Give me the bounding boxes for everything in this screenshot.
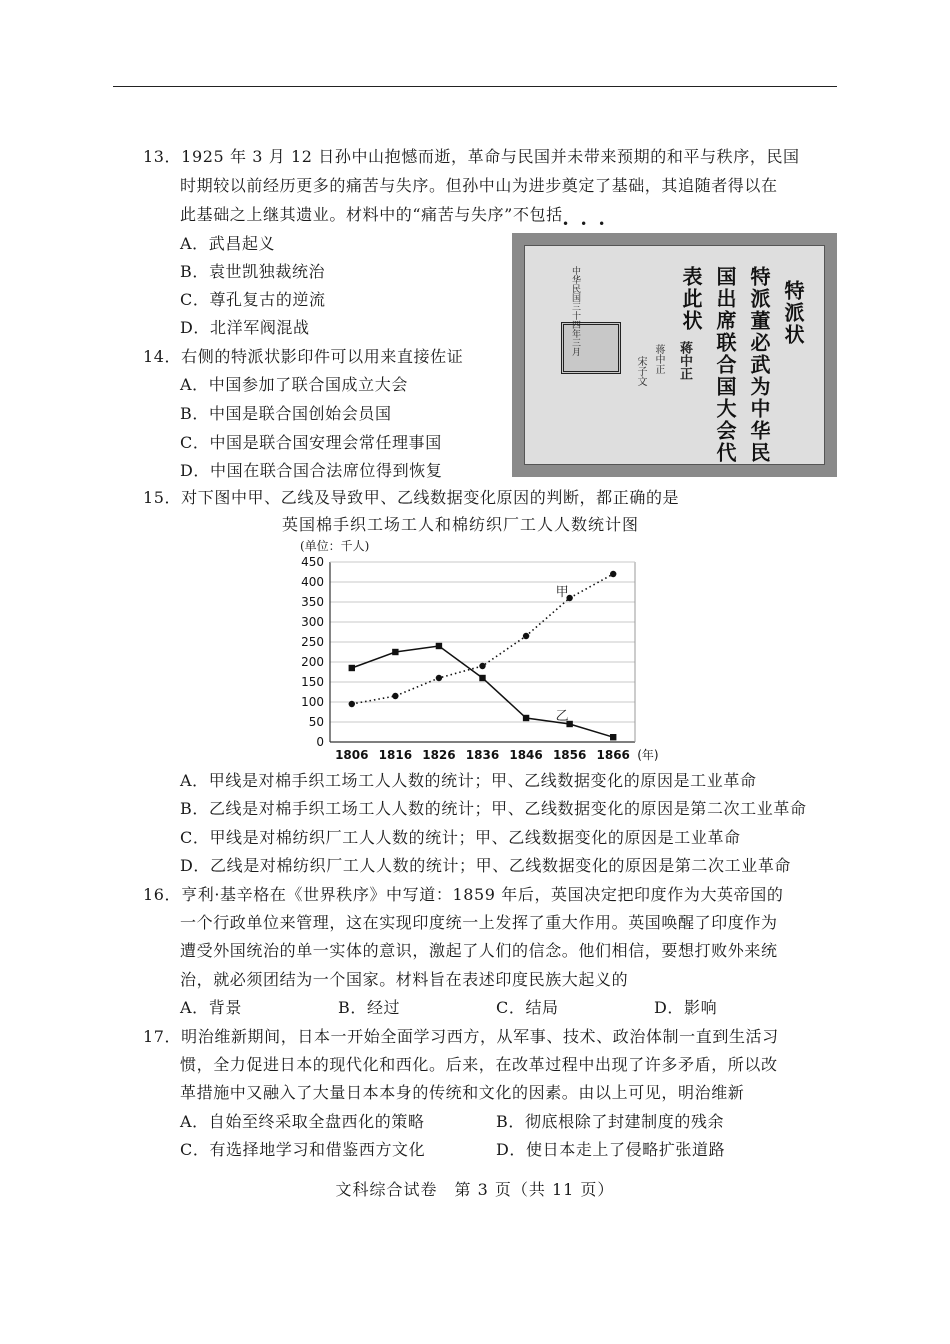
q17-stem-line-3: 革措施中又融入了大量日本本身的传统和文化的因素。由以上可见，明治维新 bbox=[180, 1083, 745, 1102]
y-tick-label: 450 bbox=[301, 555, 324, 569]
point-marker bbox=[392, 693, 398, 699]
series-line-2 bbox=[352, 646, 613, 737]
x-tick-label: 1836 bbox=[465, 748, 500, 762]
q17-stem-line-1: 17．明治维新期间，日本一开始全面学习西方，从军事、技术、政治体制一直到生活习 bbox=[143, 1027, 779, 1046]
series-label-1: 甲 bbox=[555, 585, 569, 600]
certificate-date: 中华民国三十四年三月 bbox=[570, 266, 580, 356]
y-tick-label: 250 bbox=[301, 635, 324, 649]
q17-option-c: C．有选择地学习和借鉴西方文化 bbox=[180, 1140, 426, 1159]
point-marker bbox=[479, 663, 485, 669]
square-marker bbox=[479, 675, 485, 681]
q17-option-d: D．使日本走上了侵略扩张道路 bbox=[496, 1140, 726, 1159]
q15-option-b: B．乙线是对棉手织工场工人人数的统计；甲、乙线数据变化的原因是第二次工业革命 bbox=[180, 799, 807, 818]
q15-option-d: D．乙线是对棉纺织厂工人人数的统计；甲、乙线数据变化的原因是第二次工业革命 bbox=[180, 856, 792, 875]
line-chart bbox=[290, 552, 680, 767]
y-tick-label: 300 bbox=[301, 615, 324, 629]
chart-series bbox=[352, 574, 613, 737]
q16-stem-line-4: 治，就必须团结为一个国家。材料旨在表述印度民族大起义的 bbox=[180, 970, 629, 989]
q13-option-b: B．袁世凯独裁统治 bbox=[180, 262, 326, 281]
y-tick-label: 350 bbox=[301, 595, 324, 609]
q13-option-d: D．北洋军阀混战 bbox=[180, 318, 310, 337]
q16-option-a: A．背景 bbox=[180, 998, 242, 1017]
q16-stem-line-2: 一个行政单位来管理，这在实现印度统一上发挥了重大作用。英国唤醒了印度作为 bbox=[180, 913, 778, 932]
x-tick-label: 1826 bbox=[422, 748, 456, 762]
header-rule bbox=[113, 86, 837, 87]
series-label-2: 乙 bbox=[555, 709, 569, 724]
square-marker bbox=[349, 665, 355, 671]
chart-title: 英国棉手织工场工人和棉纺织厂工人人数统计图 bbox=[282, 515, 640, 534]
y-tick-label: 100 bbox=[301, 695, 324, 709]
chart-grid bbox=[330, 562, 635, 722]
q13-stem-line-3: 此基础之上继其遗业。材料中的“痛苦与失序”不包括 bbox=[180, 205, 563, 224]
certificate-col-2: 特派董必武为中华民 bbox=[747, 266, 771, 464]
square-marker bbox=[436, 643, 442, 649]
point-marker bbox=[349, 701, 355, 707]
x-tick-label: 1806 bbox=[335, 748, 369, 762]
y-tick-label: 0 bbox=[316, 735, 324, 749]
q17-stem-line-2: 惯，全力促进日本的现代化和西化。后来，在改革过程中出现了许多矛盾，所以改 bbox=[180, 1055, 778, 1074]
y-tick-label: 150 bbox=[301, 675, 324, 689]
q16-option-c: C．结局 bbox=[496, 998, 559, 1017]
q16-option-b: B．经过 bbox=[338, 998, 401, 1017]
certificate-col-3: 国出席联合国大会代 bbox=[713, 266, 737, 464]
chart-markers bbox=[349, 571, 617, 741]
point-marker bbox=[610, 571, 616, 577]
q16-option-d: D．影响 bbox=[654, 998, 718, 1017]
x-tick-labels bbox=[335, 747, 659, 762]
certificate-photo bbox=[512, 233, 837, 477]
square-marker bbox=[523, 715, 529, 721]
q13-stem-line-1: 13．1925 年 3 月 12 日孙中山抱憾而逝，革命与民国并未带来预期的和平与秩序，民国 bbox=[143, 147, 800, 166]
y-tick-label: 50 bbox=[308, 715, 324, 729]
q14-option-a: A．中国参加了联合国成立大会 bbox=[180, 375, 408, 394]
certificate-paper bbox=[524, 245, 825, 465]
y-tick-label: 400 bbox=[301, 575, 324, 589]
x-axis-suffix: (年) bbox=[637, 748, 659, 762]
chart-axes bbox=[330, 562, 635, 742]
q13-option-a: A．武昌起义 bbox=[180, 234, 276, 253]
square-marker bbox=[392, 649, 398, 655]
q17-option-a: A．自始至终采取全盘西化的策略 bbox=[180, 1112, 425, 1131]
point-marker bbox=[523, 633, 529, 639]
page-footer: 文科综合试卷 第 3 页（共 11 页） bbox=[335, 1180, 615, 1199]
y-tick-labels bbox=[301, 555, 324, 749]
q14-option-b: B．中国是联合国创始会员国 bbox=[180, 404, 392, 423]
certificate-col-1: 特派状 bbox=[781, 280, 805, 346]
series-labels bbox=[556, 585, 569, 724]
q16-stem-line-3: 遭受外国统治的单一实体的意识，激起了人们的信念。他们相信，要想打败外来统 bbox=[180, 941, 778, 960]
certificate-signer-1: 蒋中正 bbox=[677, 341, 692, 380]
x-tick-label: 1866 bbox=[596, 748, 630, 762]
x-tick-label: 1856 bbox=[552, 748, 587, 762]
emphasis-dots: ••• bbox=[562, 217, 617, 231]
series-line-1 bbox=[352, 574, 613, 704]
q17-option-b: B．彻底根除了封建制度的残余 bbox=[496, 1112, 725, 1131]
q16-stem-line-1: 16．亨利·基辛格在《世界秩序》中写道：1859 年后，英国决定把印度作为大英帝国的 bbox=[143, 885, 784, 904]
q13-stem-line-2: 时期较以前经历更多的痛苦与失序。但孙中山为进步奠定了基础，其追随者得以在 bbox=[180, 176, 778, 195]
q15-option-a: A．甲线是对棉手织工场工人人数的统计；甲、乙线数据变化的原因是工业革命 bbox=[180, 771, 757, 790]
q14-option-c: C．中国是联合国安理会常任理事国 bbox=[180, 433, 442, 452]
q14-stem: 14．右侧的特派状影印件可以用来直接佐证 bbox=[143, 347, 464, 366]
q14-option-d: D．中国在联合国合法席位得到恢复 bbox=[180, 461, 443, 480]
q15-option-c: C．甲线是对棉纺织厂工人人数的统计；甲、乙线数据变化的原因是工业革命 bbox=[180, 828, 741, 847]
square-marker bbox=[610, 734, 616, 740]
certificate-signer-2: 蒋中正 bbox=[653, 344, 664, 374]
y-tick-label: 200 bbox=[301, 655, 324, 669]
x-tick-label: 1816 bbox=[378, 748, 413, 762]
q15-stem: 15．对下图中甲、乙线及导致甲、乙线数据变化原因的判断，都正确的是 bbox=[143, 488, 680, 507]
chart-unit: (单位：千人) bbox=[300, 539, 370, 553]
q13-option-c: C．尊孔复古的逆流 bbox=[180, 290, 326, 309]
certificate-signer-3: 宋子文 bbox=[635, 356, 646, 386]
certificate-col-4: 表此状 bbox=[679, 266, 703, 332]
x-tick-label: 1846 bbox=[509, 748, 543, 762]
point-marker bbox=[436, 675, 442, 681]
